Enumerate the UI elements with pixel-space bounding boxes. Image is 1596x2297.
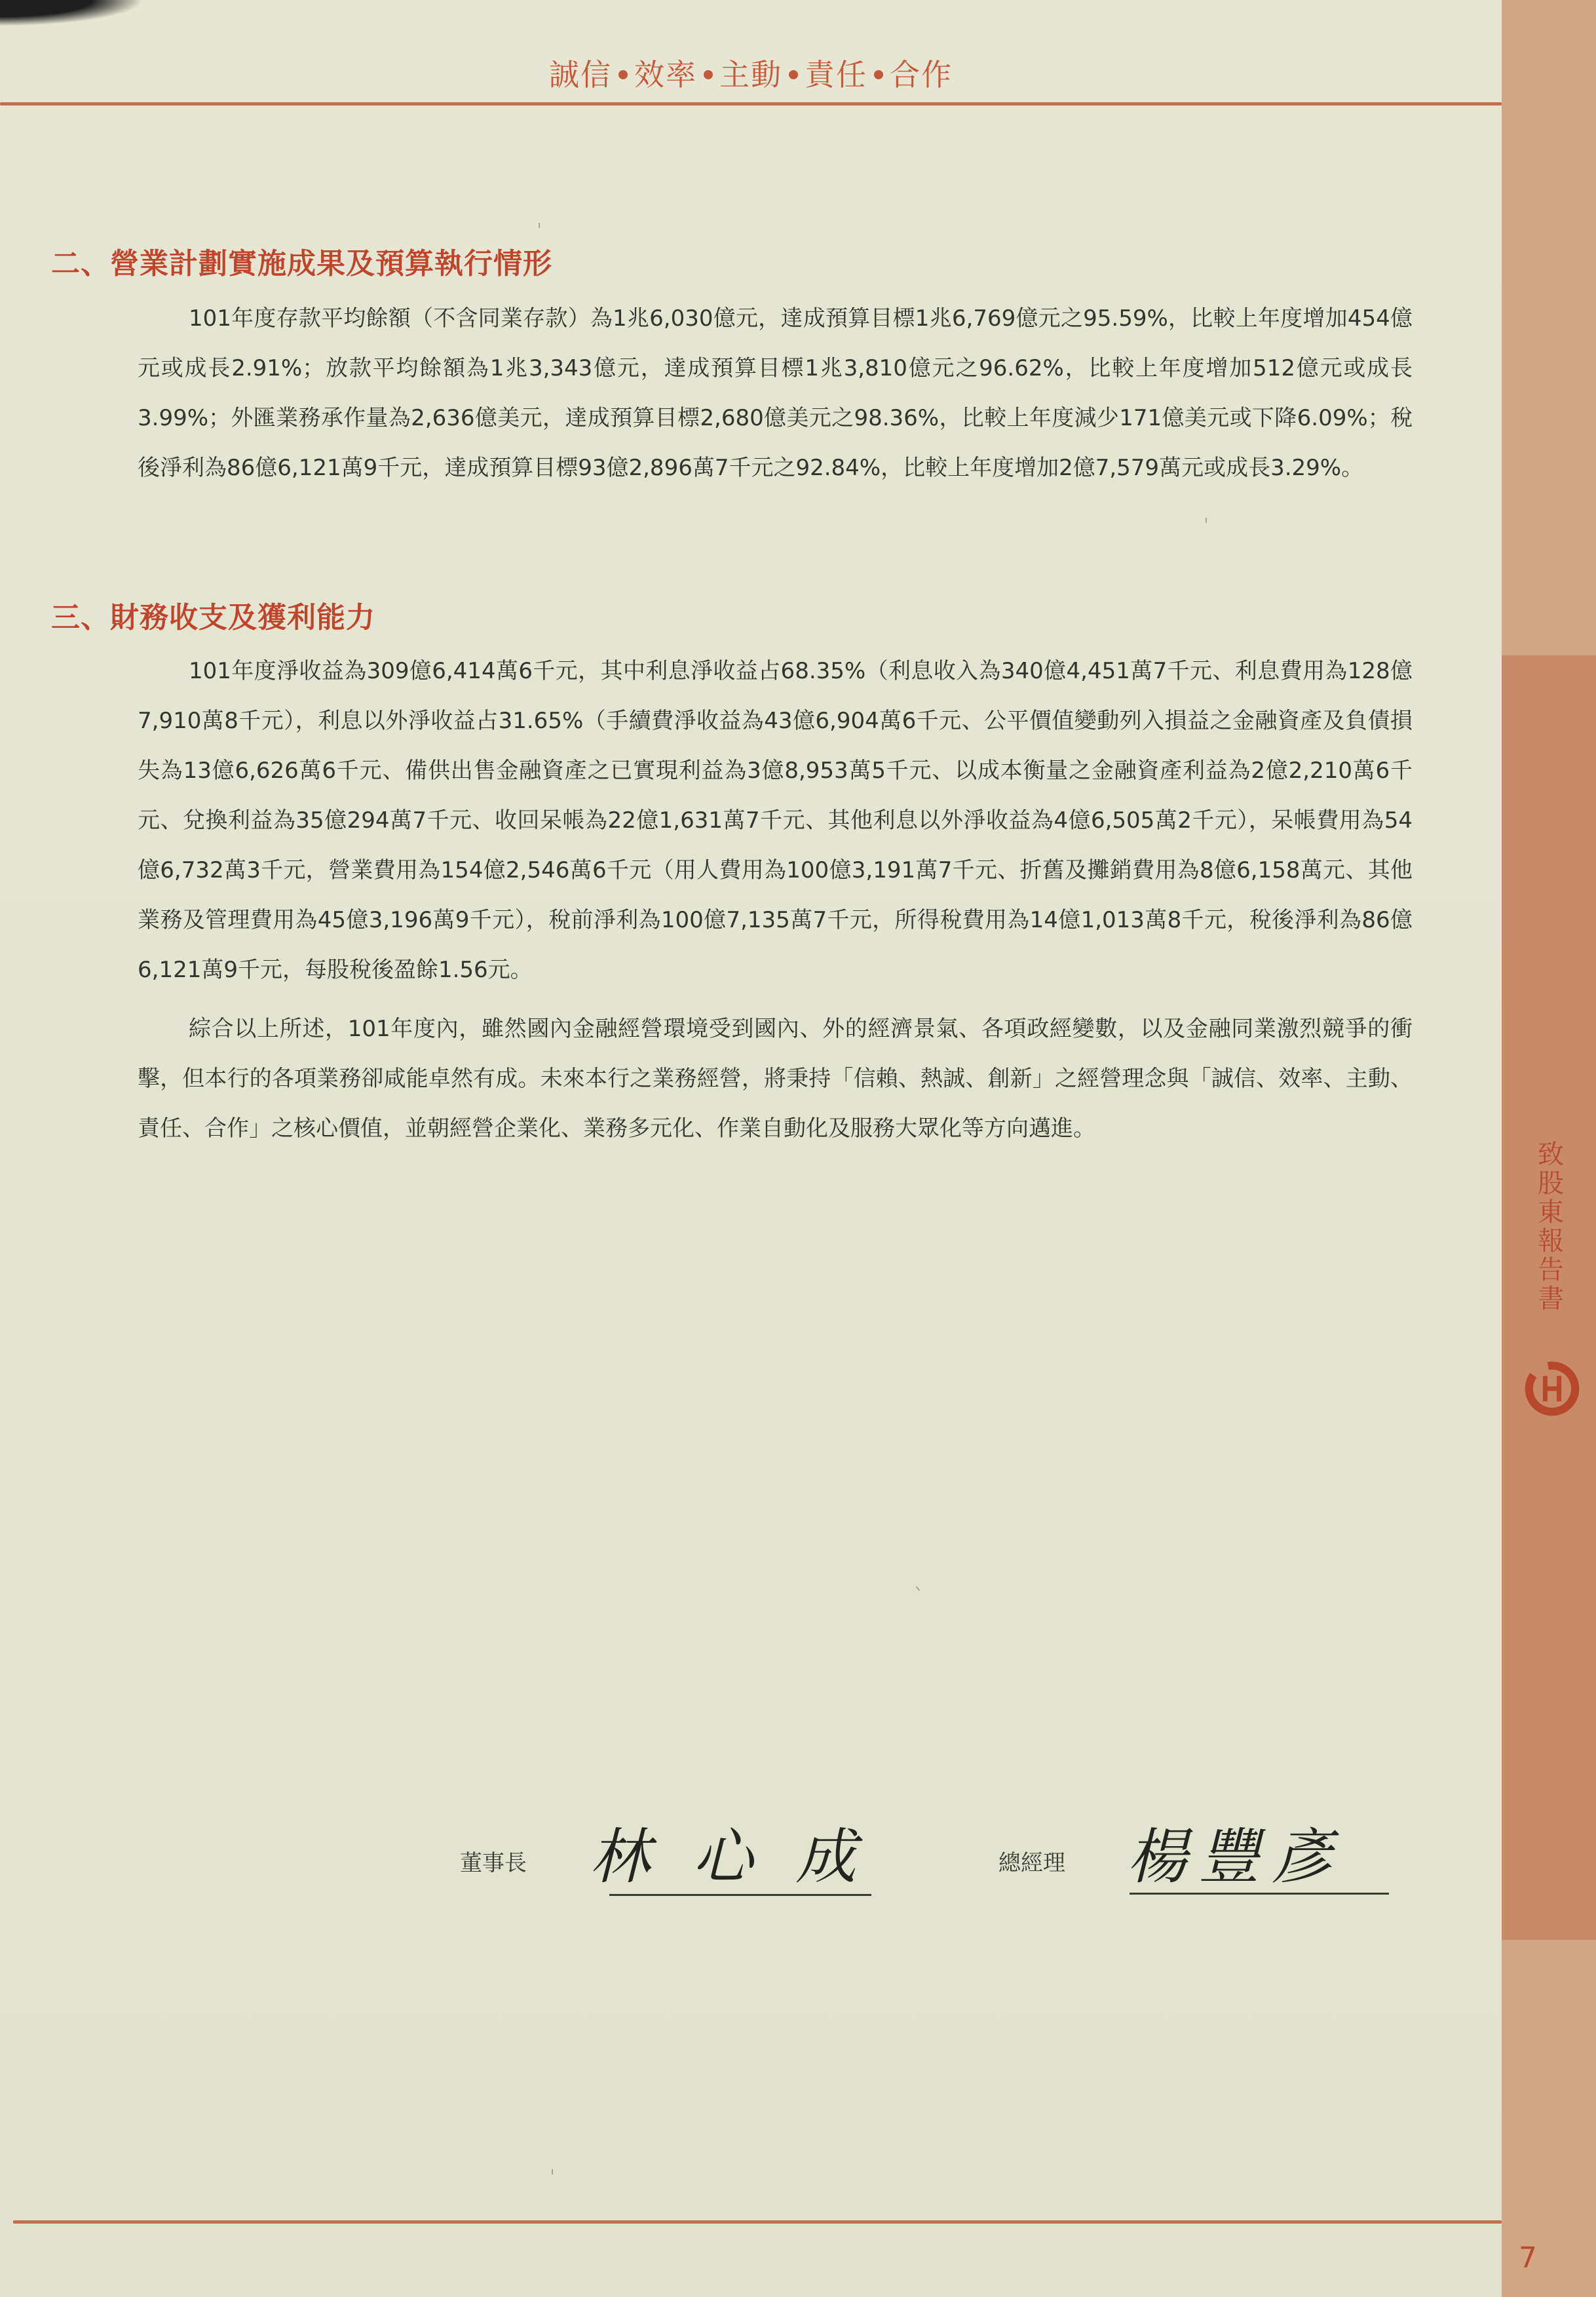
motto-item: 主動 — [719, 57, 782, 92]
paper-speck — [539, 223, 540, 228]
section-title-operations: 二、營業計劃實施成果及預算執行情形 — [51, 247, 552, 280]
bullet-dot-icon — [704, 70, 713, 79]
president-signature: 楊豐彥 — [1127, 1822, 1344, 1892]
side-tab-label: 致股東報告書 — [1533, 1140, 1564, 1313]
footer-divider — [13, 2220, 1502, 2224]
president-label: 總經理 — [998, 1850, 1065, 1876]
motto-item: 合作 — [890, 57, 953, 92]
motto-item: 誠信 — [549, 57, 612, 92]
bullet-dot-icon — [618, 70, 628, 79]
paragraph-finance: 101年度淨收益為309億6,414萬6千元，其中利息淨收益占68.35%（利息收入為340億4,451萬7千元、利息費用為128億7,910萬8千元），利息以外淨收益占31.65%（手續費淨收益為43億6,904萬6千元、公平價值變動列入損益之金融資產及負債損失為13億6,626萬6千元、備供出售金融資產之已實現利益為3億8,953萬5千元、以成本衡量之金融資產利益為2億2,210萬6千元、兌換利益為35億294萬7千元、收回呆帳為22億1,631萬7千元、其他利息以外淨收益為4億6,505萬2千元），呆帳費用為54億6,732萬3千元，營業費用為154億2,546萬6千元（用人費用為100億3,191萬7千元、折舊及攤銷費用為8億6,158萬元、其他業務及管理費用為45億3,196萬9千元），稅前淨利為100億7,135萬7千元，所得稅費用為14億1,013萬8千元，稅後淨利為86億6,121萬9千元，每股稅後盈餘1.56元。 — [138, 658, 1413, 983]
paper-speck — [916, 1586, 921, 1591]
bullet-dot-icon — [789, 70, 798, 79]
page-corner-shadow — [0, 0, 144, 26]
page-number: 7 — [1519, 2241, 1537, 2275]
paragraph-summary: 綜合以上所述，101年度內，雖然國內金融經營環境受到國內、外的經濟景氣、各項政經變數，以及金融同業激烈競爭的衝擊，但本行的各項業務卻咸能卓然有成。未來本行之業務經營，將秉持「信賴、熱誠、創新」之經營理念與「誠信、效率、主動、責任、合作」之核心價值，並朝經營企業化、業務多元化、作業自動化及服務大眾化等方向邁進。 — [138, 1016, 1413, 1142]
president-signature-line — [1130, 1893, 1389, 1895]
bullet-dot-icon — [874, 70, 883, 79]
header-divider — [0, 102, 1502, 106]
chairman-signature: 林 心 成 — [590, 1822, 868, 1892]
paragraph-operations: 101年度存款平均餘額（不含同業存款）為1兆6,030億元，達成預算目標1兆6,769億元之95.59%，比較上年度增加454億元或成長2.91%；放款平均餘額為1兆3,343億元，達成預算目標1兆3,810億元之96.62%，比較上年度增加512億元或成長3.99%；外匯業務承作量為2,636億美元，達成預算目標2,680億美元之98.36%，比較上年度減少171億美元或下降6.09%；稅後淨利為86億6,121萬9千元，達成預算目標93億2,896萬7千元之92.84%，比較上年度增加2億7,579萬元或成長3.29%。 — [138, 305, 1413, 481]
chairman-label: 董事長 — [460, 1850, 527, 1876]
paper-speck — [1206, 518, 1207, 523]
motto-item: 責任 — [805, 57, 867, 92]
motto-item: 效率 — [634, 57, 697, 92]
paper-speck — [552, 2169, 553, 2174]
chairman-signature-line — [609, 1894, 871, 1896]
section-title-finance: 三、財務收支及獲利能力 — [51, 601, 375, 634]
bank-logo-icon — [1523, 1360, 1581, 1418]
core-values-motto — [0, 51, 1502, 94]
